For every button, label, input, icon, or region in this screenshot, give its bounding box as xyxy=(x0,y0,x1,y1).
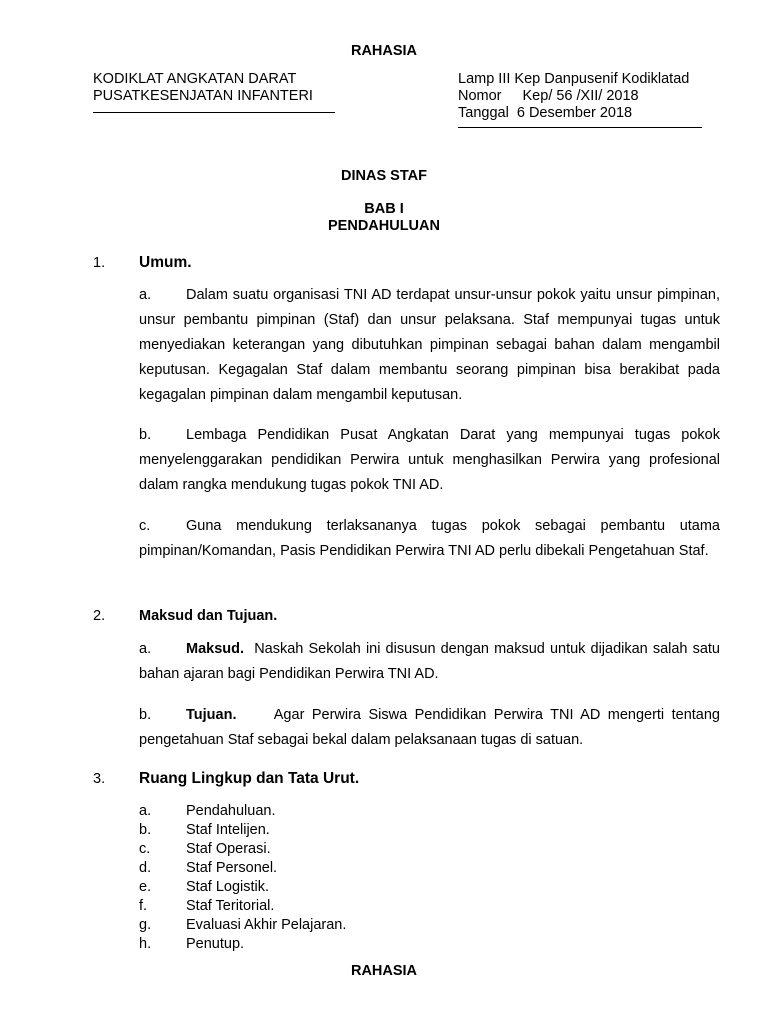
tanggal-value: 6 Desember 2018 xyxy=(516,105,633,121)
list-item: c. Staf Operasi. xyxy=(139,841,271,857)
paragraph xyxy=(139,283,720,408)
doc-title: DINAS STAF xyxy=(341,168,427,184)
classification-top: RAHASIA xyxy=(350,43,418,59)
paragraph-text: Agar Perwira Siswa Pendidikan Perwira TNI AD mengerti tentang pengetahuan Staf sebagai bekal dalam pelaksanaan tugas di satuan. xyxy=(139,707,720,748)
nomor-value: Kep/ 56 /XII/ 2018 xyxy=(522,88,639,104)
header-right-line1: Lamp III Kep Danpusenif Kodiklatad xyxy=(458,71,690,87)
paragraph xyxy=(139,514,720,564)
paragraph-text: Guna mendukung terlaksananya tugas pokok sebagai pembantu utama pimpinan/Komandan, Pasis Pendidikan Perwira TNI AD perlu dibekali Pengetahuan Staf. xyxy=(139,518,720,559)
paragraph-label: c. xyxy=(139,518,151,534)
section-title: Ruang Lingkup dan Tata Urut. xyxy=(139,770,360,787)
paragraph xyxy=(139,423,720,498)
chapter-number: BAB I xyxy=(364,201,404,217)
header-right-rule xyxy=(458,127,702,128)
list-item: f. Staf Teritorial. xyxy=(139,898,275,914)
paragraph-text: Lembaga Pendidikan Pusat Angkatan Darat yang mempunyai tugas pokok menyelenggarakan pendidikan Perwira untuk menghasilkan Perwira yang profesional dalam rangka mendukung tugas pokok TNI AD. xyxy=(139,427,720,493)
nomor-label: Nomor xyxy=(458,88,502,104)
list-item: b. Staf Intelijen. xyxy=(139,822,270,838)
section-number: 3. xyxy=(93,771,106,787)
chapter-title: PENDAHULUAN xyxy=(328,218,440,234)
paragraph-term: Tujuan. xyxy=(186,707,237,723)
paragraph-label: b. xyxy=(139,427,152,443)
classification-bottom: RAHASIA xyxy=(350,963,418,979)
list-item: e. Staf Logistik. xyxy=(139,879,270,895)
paragraph xyxy=(139,703,720,753)
list-item: a. Pendahuluan. xyxy=(139,803,276,819)
header-right-tanggal xyxy=(458,105,632,122)
paragraph-label: b. xyxy=(139,707,152,723)
list-item: h. Penutup. xyxy=(139,936,245,952)
paragraph xyxy=(139,637,720,687)
section-title: Maksud dan Tujuan. xyxy=(139,608,278,624)
paragraph-label: a. xyxy=(139,287,152,303)
header-right-nomor xyxy=(458,88,639,105)
paragraph-text: Naskah Sekolah ini disusun dengan maksud untuk dijadikan salah satu bahan ajaran bagi Pendidikan Perwira TNI AD. xyxy=(139,641,720,682)
header-left-line1: KODIKLAT ANGKATAN DARAT xyxy=(93,71,297,87)
list-item: g. Evaluasi Akhir Pelajaran. xyxy=(139,917,347,933)
section-number: 2. xyxy=(93,608,106,624)
paragraph-text: Dalam suatu organisasi TNI AD terdapat unsur-unsur pokok yaitu unsur pimpinan, unsur pembantu pimpinan (Staf) dan unsur pelaksana. Staf mempunyai tugas untuk menyediakan keterangan yang dibutuhkan pimpinan sebagai bahan dalam mengambil keputusan. Kegagalan Staf dalam membantu seorang pimpinan bisa berakibat pada kegagalan pimpinan dalam mengambil keputusan. xyxy=(139,287,720,403)
section-number: 1. xyxy=(93,255,106,271)
paragraph-term: Maksud. xyxy=(186,641,245,657)
list-item: d. Staf Personel. xyxy=(139,860,278,876)
header-left-rule xyxy=(93,112,335,113)
section-title: Umum. xyxy=(139,254,192,271)
paragraph-label: a. xyxy=(139,641,152,657)
tanggal-label: Tanggal xyxy=(458,105,509,121)
header-left-line2: PUSATKESENJATAN INFANTERI xyxy=(93,88,313,104)
